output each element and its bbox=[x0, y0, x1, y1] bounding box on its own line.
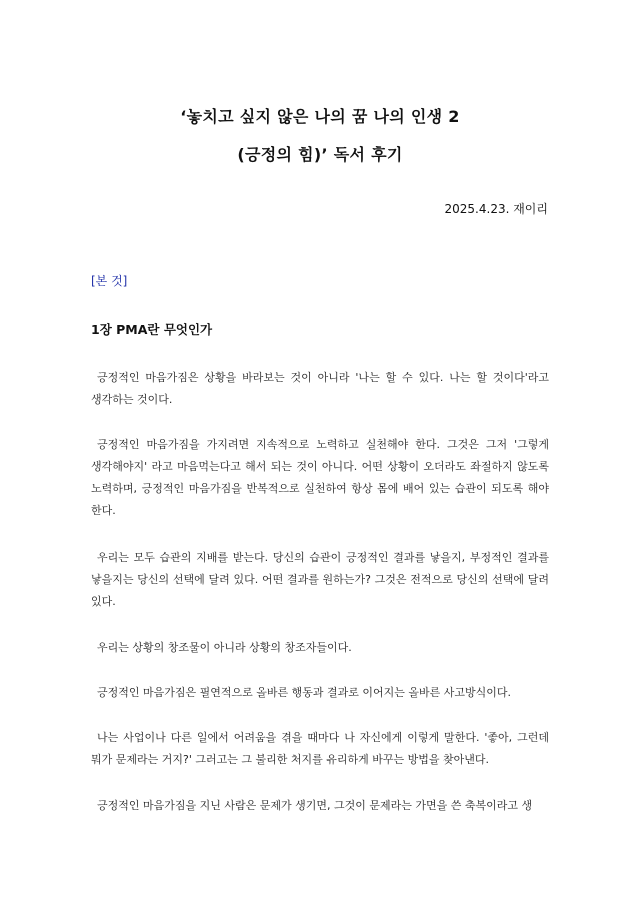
paragraph: 긍정적인 마음가짐을 가지려면 지속적으로 노력하고 실천해야 한다. 그것은 그저 '그렇게 생각해야지' 라고 마음먹는다고 해서 되는 것이 아니다. 어떤 상황이 오더라도 좌절하지 않도록 노력하며, 긍정적인 마음가짐을 반복적으로 실천하여 항상 몸에 배어 있는 습관이 되도록 해야 한다. bbox=[91, 438, 549, 517]
chapter-title: 1장 PMA란 무엇인가 bbox=[91, 322, 213, 337]
paragraph: 긍정적인 마음가짐은 필연적으로 올바른 행동과 결과로 이어지는 올바른 사고방식이다. bbox=[97, 686, 512, 699]
document-title-line-2: (긍정의 힘)’ 독서 후기 bbox=[237, 145, 403, 164]
paragraph: 나는 사업이나 다른 일에서 어려움을 겪을 때마다 나 자신에게 이렇게 말한다. '좋아, 그런데 뭐가 문제라는 거지?' 그러고는 그 불리한 처지를 유리하게 바꾸는 방법을 찾아낸다. bbox=[91, 731, 549, 766]
paragraph: 긍정적인 마음가짐은 상황을 바라보는 것이 아니라 '나는 할 수 있다. 나는 할 것이다'라고 생각하는 것이다. bbox=[91, 371, 549, 406]
document-title-line-1: ‘놓치고 싶지 않은 나의 꿈 나의 인생 2 bbox=[180, 107, 460, 126]
paragraph: 우리는 상황의 창조물이 아니라 상황의 창조자들이다. bbox=[97, 641, 352, 654]
paragraph: 긍정적인 마음가짐을 지닌 사람은 문제가 생기면, 그것이 문제라는 가면을 쓴 축복이라고 생 bbox=[97, 799, 533, 812]
paragraph: 우리는 모두 습관의 지배를 받는다. 당신의 습관이 긍정적인 결과를 낳을지, 부정적인 결과를 낳을지는 당신의 선택에 달려 있다. 어떤 결과를 원하는가? 그것은 전적으로 당신의 선택에 달려 있다. bbox=[91, 551, 549, 608]
date-author: 2025.4.23. 재이리 bbox=[444, 202, 548, 216]
section-label: [본 것] bbox=[91, 274, 128, 288]
